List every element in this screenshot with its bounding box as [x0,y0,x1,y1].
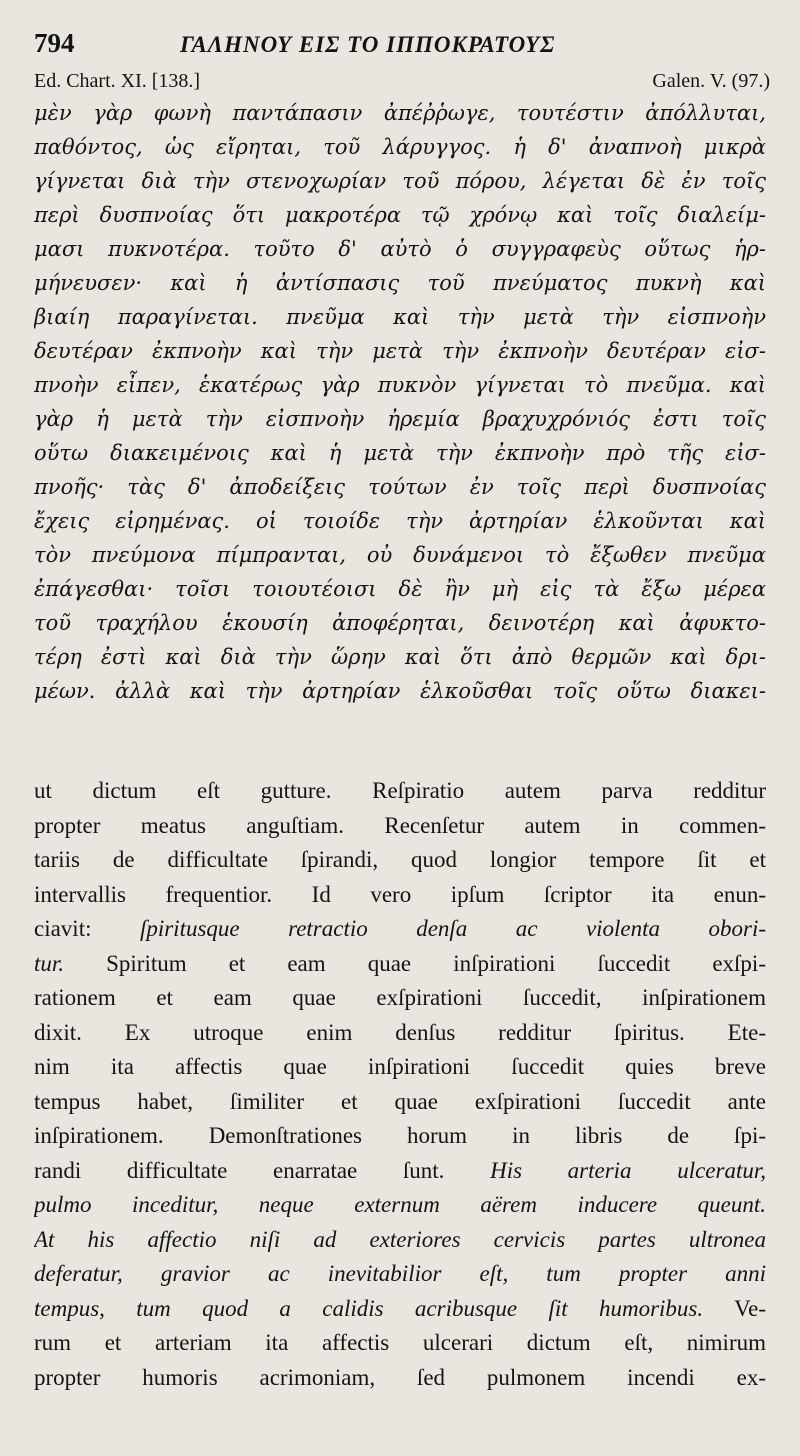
latin-italic-text: pulmo inceditur, neque externum aërem inducere queunt. [34,1192,766,1217]
greek-line: παθόντος, ὡς εἴρηται, τοῦ λάρυγγος. ἡ δ' ἀναπνοὴ μικρὰ [34,135,766,159]
latin-line [34,947,766,982]
running-title: ΓΑΛΗΝΟΥ ΕΙΣ ΤΟ ΙΠΠΟΚΡΑΤΟΥΣ [180,32,556,57]
greek-line: ἐπάγεσθαι· τοῖσι τοιουτέοισι δὲ ἢν μὴ εἰς τὰ ἔξω μέρεα [34,577,766,601]
edition-left: Ed. Chart. XI. [138.] [34,70,201,92]
greek-line: τέρη ἐστὶ καὶ διὰ τὴν ὥρην καὶ ὅτι ἀπὸ θερμῶν καὶ δρι- [34,645,766,669]
page-header [34,28,770,64]
latin-text-block [34,774,766,1395]
greek-line: δευτέραν ἐκπνοὴν καὶ τὴν μετὰ τὴν ἐκπνοὴν δευτέραν εἰσ- [34,339,766,363]
latin-text: rum et arteriam ita affectis ulcerari dictum eſt, nimirum [34,1330,766,1355]
greek-line: βιαίη παραγίνεται. πνεῦμα καὶ τὴν μετὰ τὴν εἰσπνοὴν [34,305,766,329]
latin-line [34,1154,766,1189]
latin-line [34,981,766,1016]
latin-line [34,809,766,844]
latin-text: nim ita affectis quae inſpirationi ſuccedit quies breve [34,1054,766,1079]
latin-line [34,912,766,947]
latin-text: tariis de difficultate ſpirandi, quod longior tempore ſit et [34,847,766,872]
latin-text: rationem et eam quae exſpirationi ſuccedit, inſpirationem [34,985,766,1010]
latin-italic-text: tempus, tum quod a calidis acribusque ſit humoribus. [34,1295,704,1321]
latin-text: ut dictum eſt gutture. Reſpiratio autem parva redditur [34,778,766,803]
latin-line [34,1050,766,1085]
greek-line: οὕτω διακειμένοις καὶ ἡ μετὰ τὴν ἐκπνοὴν πρὸ τῆς εἰσ- [34,441,766,465]
latin-text: inſpirationem. Demonſtrationes horum in libris de ſpi- [34,1123,766,1148]
latin-text: tempus habet, ſimiliter et quae exſpirationi ſuccedit ante [34,1088,766,1114]
greek-line: πνοῆς· τὰς δ' ἀποδείξεις τούτων ἐν τοῖς περὶ δυσπνοίας [34,475,766,499]
greek-line: μέων. ἀλλὰ καὶ τὴν ἀρτηρίαν ἑλκοῦσθαι τοῖς οὕτω διακει- [34,679,766,703]
greek-line: πνοὴν εἶπεν, ἑκατέρως γὰρ πυκνὸν γίγνεται τὸ πνεῦμα. καὶ [34,373,766,397]
latin-line [34,1257,766,1292]
latin-line [34,1292,766,1327]
latin-line [34,1188,766,1223]
latin-line [34,774,766,809]
latin-text: Spiritum et eam quae inſpirationi ſuccedit exſpi- [64,950,766,976]
greek-line: μὲν γὰρ φωνὴ παντάπασιν ἀπέῤῥωγε, τουτέστιν ἀπόλλυται, [34,101,766,125]
greek-line: μασι πυκνοτέρα. τοῦτο δ' αὐτὸ ὁ συγγραφεὺς οὕτως ἡρ- [34,237,766,261]
edition-right: Galen. V. (97.) [652,70,770,92]
latin-line [34,1085,766,1120]
latin-text: intervallis frequentior. Id vero ipſum ſcriptor ita enun- [34,881,766,907]
latin-text: propter meatus anguſtiam. Recenſetur autem in commen- [34,812,766,838]
greek-line: γίγνεται διὰ τὴν στενοχωρίαν τοῦ πόρου, λέγεται δὲ ἐν τοῖς [34,169,766,193]
greek-text-block [34,96,766,708]
latin-text: Ve- [703,1295,766,1321]
latin-text: randi difficultate enarratae ſunt. [34,1157,491,1183]
latin-line [34,1119,766,1154]
latin-line [34,1326,766,1361]
greek-line: μήνευσεν· καὶ ἡ ἀντίσπασις τοῦ πνεύματος πυκνὴ καὶ [34,271,766,295]
latin-italic-text: deferatur, gravior ac inevitabilior eſt, tum propter anni [34,1261,766,1286]
latin-line [34,1361,766,1396]
latin-line [34,1016,766,1051]
latin-line [34,843,766,878]
page-number: 794 [34,28,75,58]
latin-italic-text: At his affectio niſi ad exteriores cervicis partes ultronea [34,1226,766,1252]
greek-line: τοῦ τραχήλου ἑκουσίη ἀποφέρηται, δεινοτέρη καὶ ἀφυκτο- [34,611,766,635]
latin-italic-text: ſpiritusque retractio denſa ac violenta obori- [139,916,766,941]
latin-italic-text: tur. [34,950,65,976]
edition-references [34,70,770,96]
greek-line: ἔχεις εἰρημένας. οἱ τοιοίδε τὴν ἀρτηρίαν ἑλκοῦνται καὶ [34,509,766,533]
latin-text: dixit. Ex utroque enim denſus redditur ſpiritus. Ete- [34,1019,766,1045]
greek-line: γὰρ ἡ μετὰ τὴν εἰσπνοὴν ἠρεμία βραχυχρόνιός ἐστι τοῖς [34,407,766,431]
latin-text: propter humoris acrimoniam, ſed pulmonem incendi ex- [34,1364,766,1390]
greek-line: τὸν πνεύμονα πίμπρανται, οὐ δυνάμενοι τὸ ἔξωθεν πνεῦμα [34,543,766,567]
latin-line [34,878,766,913]
latin-italic-text: His arteria ulceratur, [490,1157,766,1183]
latin-text: ciavit: [34,916,140,941]
latin-line [34,1223,766,1258]
greek-line: περὶ δυσπνοίας ὅτι μακροτέρα τῷ χρόνῳ καὶ τοῖς διαλείμ- [34,203,766,227]
